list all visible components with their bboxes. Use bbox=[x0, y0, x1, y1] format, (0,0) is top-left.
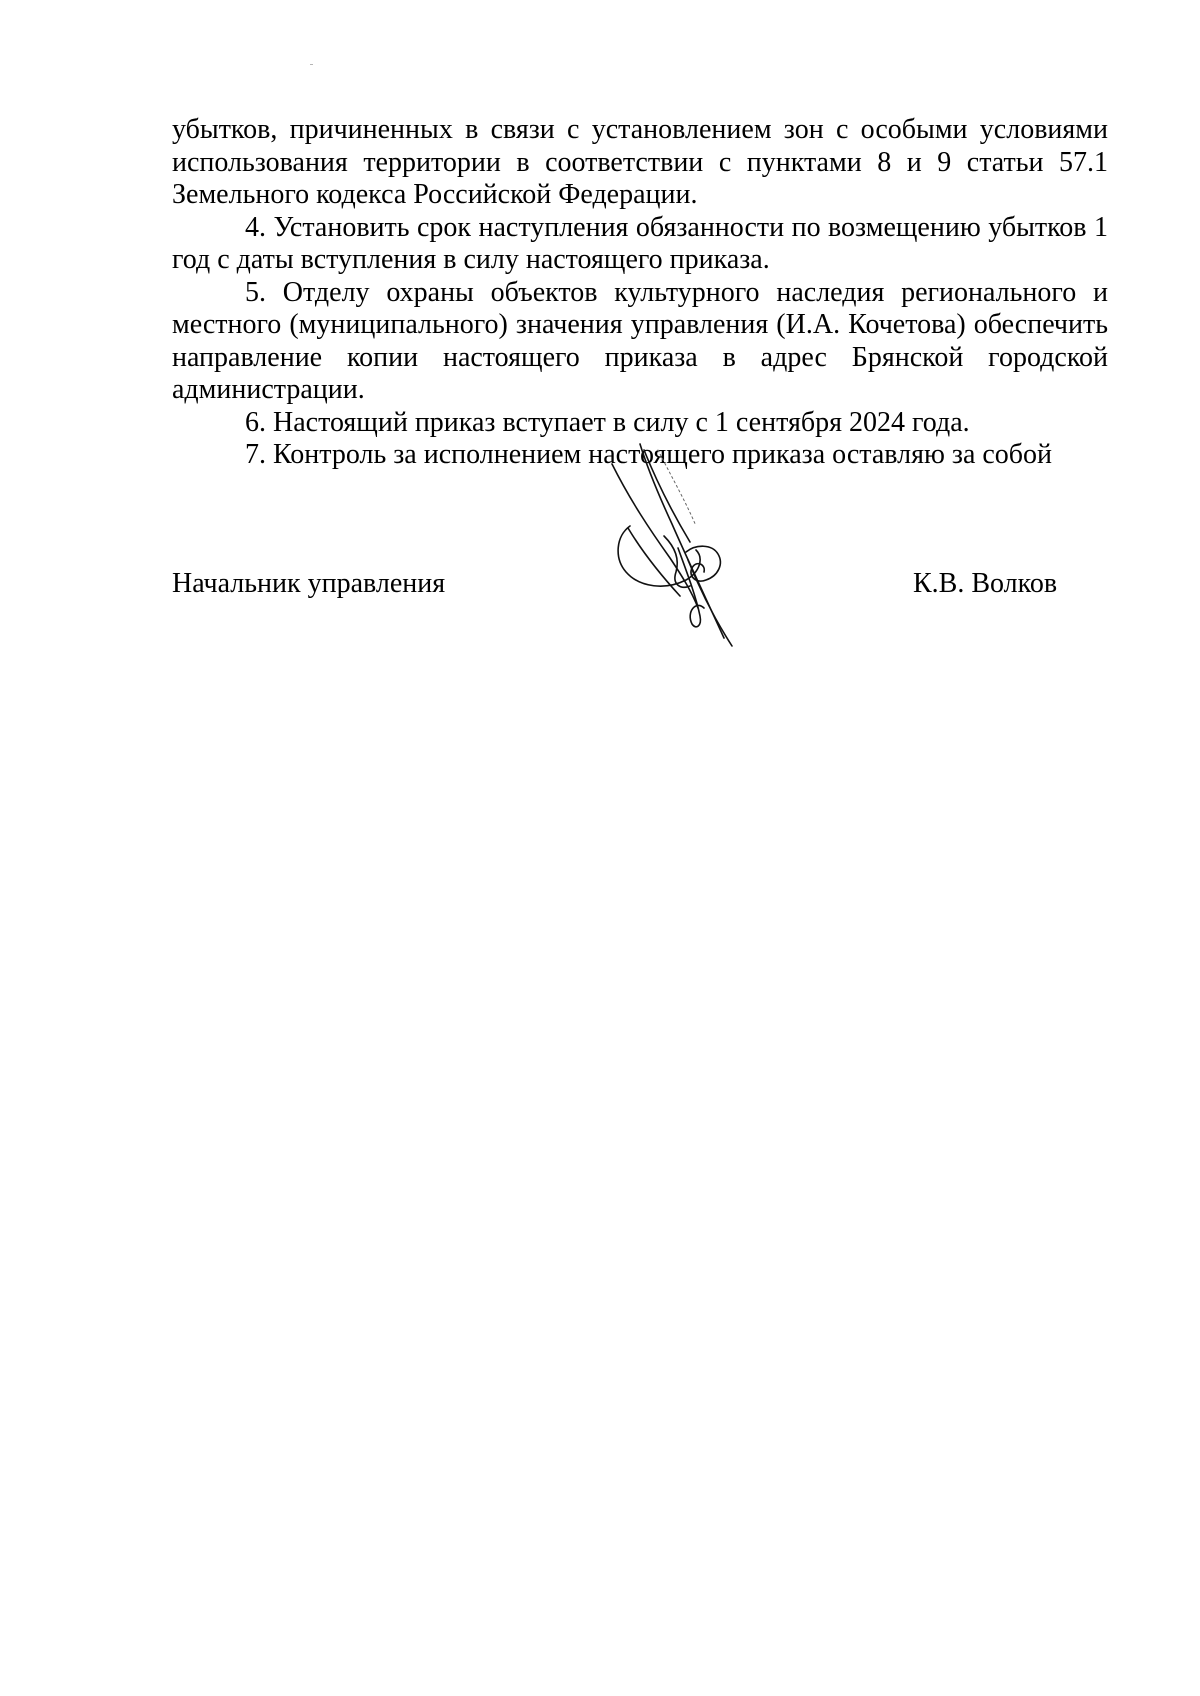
handwritten-signature bbox=[600, 440, 780, 660]
signatory-position: Начальник управления bbox=[172, 568, 446, 599]
paragraph-item-4: 4. Установить срок наступления обязанности по возмещению убытков 1 год с даты вступления в силу настоящего приказа. bbox=[172, 211, 1108, 275]
scan-speck bbox=[310, 64, 313, 65]
paragraph-item-5: 5. Отделу охраны объектов культурного наследия регионального и местного (муниципального) значения управления (И.А. Кочетова) обеспечить направление копии настоящего приказа в адрес Брянской городской администрации. bbox=[172, 276, 1108, 405]
document-body bbox=[172, 114, 1108, 472]
paragraph-item-6: 6. Настоящий приказ вступает в силу с 1 сентября 2024 года. bbox=[245, 406, 970, 438]
paragraph-item-7: 7. Контроль за исполнением настоящего приказа оставляю за собой bbox=[245, 439, 1053, 470]
signatory-name: К.В. Волков bbox=[913, 568, 1058, 599]
paragraph-continuation: убытков, причиненных в связи с установлением зон с особыми условиями использования территории в соответствии с пунктами 8 и 9 статьи 57.1 Земельного кодекса Российской Федерации. bbox=[172, 114, 1108, 210]
